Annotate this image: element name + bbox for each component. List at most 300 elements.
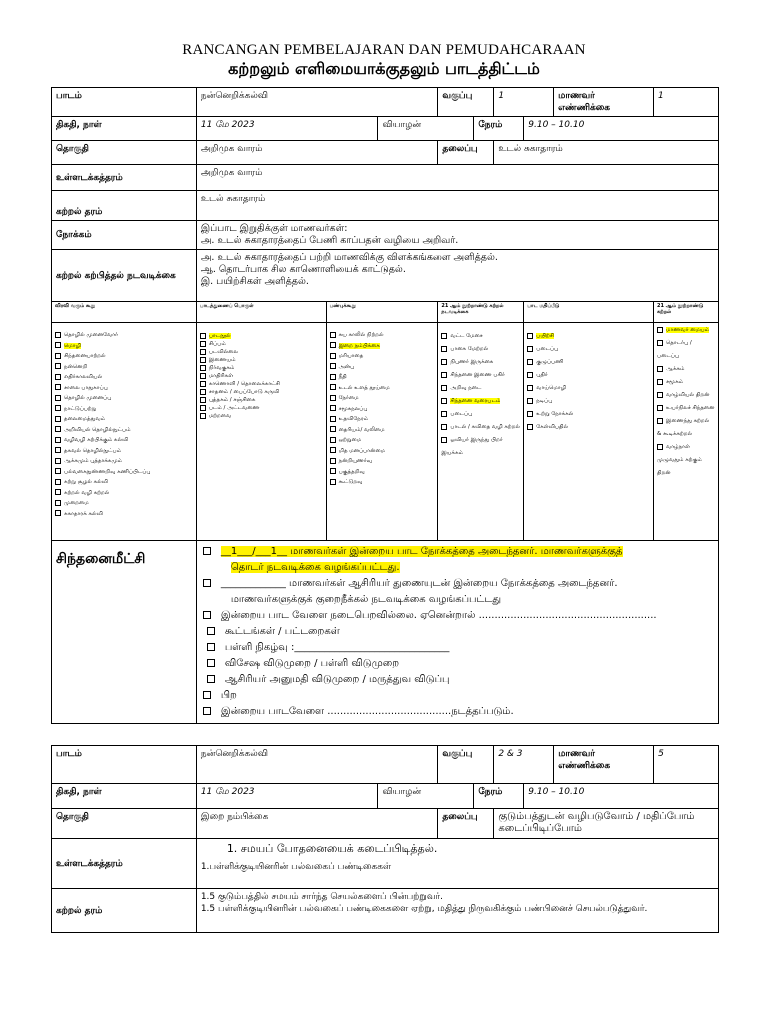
- checkbox-1[interactable]: [527, 333, 533, 339]
- checkbox-4[interactable]: [527, 372, 533, 378]
- content-line-1: 1. சமயப் போதனையைக் கடைப்பிடித்தல்.: [226, 842, 438, 855]
- option-row-8[interactable]: [657, 441, 715, 480]
- option-label: மொழி: [64, 342, 81, 349]
- theme-value: அறிமுக வாரம்: [196, 141, 438, 165]
- option-label: படைப்பு: [450, 411, 473, 417]
- students-label: மாணவர் எண்ணிக்கை: [554, 88, 654, 117]
- option-label: படம் / அட்டவணை: [208, 405, 260, 411]
- time-label: நேரம்: [474, 117, 524, 141]
- reflection-option-2[interactable]: [203, 576, 712, 592]
- content-label: உள்ளடக்கத்தரம்: [52, 839, 197, 889]
- lesson-plan-2: [51, 745, 719, 933]
- option-label: வாழ்வியல் திறன்: [666, 392, 710, 398]
- date-value: 11 மே 2023: [196, 117, 378, 141]
- option-label: கேள்விபதில்: [536, 424, 569, 430]
- objective-line-1: இப்பாட இறுதிக்குள் மாணவர்கள்:: [200, 223, 348, 234]
- option-label: பாகை மேற்றல்: [450, 346, 489, 352]
- option-row-7[interactable]: [441, 408, 520, 421]
- topic-label: தலைப்பு: [438, 141, 494, 165]
- option-row-7[interactable]: [527, 408, 650, 421]
- students-value: 5: [654, 746, 719, 784]
- checkbox[interactable]: [207, 627, 215, 635]
- option-row-8[interactable]: [200, 388, 323, 396]
- option-label: வழிவழி கற்பிக்கும் கல்வி: [64, 437, 129, 443]
- option-row-8[interactable]: [441, 421, 520, 434]
- checkbox-3[interactable]: [527, 359, 533, 365]
- option-row-9[interactable]: [330, 414, 435, 425]
- checkbox[interactable]: [207, 659, 215, 667]
- option-row-12[interactable]: [330, 446, 435, 457]
- activity-line-2: ஆ. தொடர்பாக சில காணொளியைக் காட்டுதல்.: [200, 264, 406, 275]
- option-row-8[interactable]: [330, 404, 435, 415]
- option-row-1[interactable]: [55, 330, 193, 341]
- checkbox-1[interactable]: [55, 332, 61, 338]
- option-label: உடல் உளத் தூய்மை: [338, 384, 390, 391]
- option-label: சிந்தனை இணை பகிர்: [450, 372, 505, 378]
- option-row-6[interactable]: [657, 402, 715, 415]
- option-row-5[interactable]: [657, 389, 715, 402]
- reflection-text: விசேஷ விடுமுறை / பள்ளி விடுமுறை: [224, 658, 400, 669]
- col-head-1: விரவி வரும் கூறு: [52, 302, 197, 323]
- option-row-7[interactable]: [200, 380, 323, 388]
- learning-value: உடல் சுகாதாரம்: [196, 191, 718, 221]
- reflection-text: தொடர் நடவடிக்கை வழங்கப்பட்டது.: [230, 562, 400, 573]
- content-value: [196, 839, 718, 889]
- option-label: நிர்வகுகம்: [208, 365, 235, 371]
- activity-line-3: இ. பயிற்சிகள் அளித்தல்.: [200, 276, 309, 287]
- option-row-2[interactable]: [330, 341, 435, 352]
- option-label: சிப்பம்: [208, 341, 226, 347]
- checkbox-3[interactable]: [441, 359, 447, 365]
- reflection-text: ஆசிரியர் அனுமதி விடுமுறை / மருத்துவ விடுப்பு: [224, 674, 450, 685]
- option-label: தொழில் முனைவோர்: [64, 332, 119, 338]
- col-head-3: பண்புக்கூறு: [326, 302, 438, 323]
- option-label: புத்தகம் / சஞ்சிகை: [208, 397, 256, 403]
- date-value: 11 மே 2023: [196, 784, 378, 809]
- option-row-4[interactable]: [527, 369, 650, 382]
- option-label: சிந்தனை வரைபடம்: [450, 398, 501, 404]
- option-label: முறைமை: [64, 500, 89, 506]
- option-row-16[interactable]: [55, 488, 193, 499]
- option-label: சுகாதாரக் கல்வி: [64, 510, 103, 517]
- checkbox-2[interactable]: [200, 341, 206, 347]
- reflection-option-4[interactable]: [203, 624, 712, 640]
- reflection-option-6[interactable]: [203, 656, 712, 672]
- option-row-4[interactable]: [55, 362, 193, 373]
- option-label: நாட்டுப்பற்று: [64, 405, 97, 412]
- option-label: மித மனப்பான்மை: [338, 447, 386, 454]
- option-row-3[interactable]: [200, 348, 323, 356]
- option-label: காணொளி / தொலைக்காட்சி: [208, 381, 280, 387]
- checkbox-1[interactable]: [441, 333, 447, 339]
- option-row-11[interactable]: [55, 435, 193, 446]
- option-label: உயர்நிலச் சிந்தனை: [666, 405, 715, 411]
- col-head-4: 21 ஆம் நூற்றாண்டு கற்றல் நடவடிக்கை: [438, 302, 524, 323]
- checkbox-4[interactable]: [200, 357, 206, 363]
- checkbox-12[interactable]: [55, 447, 61, 453]
- checkbox-9[interactable]: [200, 397, 206, 403]
- option-label: கற்றல் வழி கற்றல்: [64, 489, 110, 496]
- checkbox[interactable]: [203, 707, 211, 715]
- theme-label: தொகுதி: [52, 141, 197, 165]
- option-row-10[interactable]: [55, 425, 193, 436]
- option-row-5[interactable]: [55, 372, 193, 383]
- checkbox-8[interactable]: [200, 389, 206, 395]
- option-label: குழுப்பணி: [536, 359, 564, 365]
- checkbox-5[interactable]: [441, 385, 447, 391]
- option-row-6[interactable]: [527, 395, 650, 408]
- option-label: மற்றவை: [208, 413, 232, 419]
- option-row-13[interactable]: [55, 456, 193, 467]
- option-row-10[interactable]: [330, 425, 435, 436]
- option-label: சமூகம்: [666, 379, 684, 385]
- option-label: ஒற்றுமை: [338, 437, 362, 443]
- options-col-2: [196, 323, 326, 541]
- option-row-2[interactable]: [527, 343, 650, 356]
- option-label: தொடர்பு / படைப்பு: [657, 340, 692, 359]
- checkbox-8[interactable]: [527, 424, 533, 430]
- reflection-option-3[interactable]: [203, 608, 712, 624]
- option-row-15[interactable]: [330, 477, 435, 488]
- option-row-7[interactable]: [55, 393, 193, 404]
- subject-value: நன்னெறிக்கல்வி: [196, 746, 438, 784]
- options-col-1: [52, 323, 197, 541]
- col-head-6: 21 ஆம் நூற்றாண்டு கற்றல்: [654, 302, 719, 323]
- content-line-2: 1.பள்ளிக்குடியினரின் பல்வகைப் பண்டிகைகள்: [200, 862, 392, 872]
- class-label: வகுப்பு: [438, 746, 494, 784]
- objective-text: [196, 221, 718, 250]
- theme-label: தொகுதி: [52, 809, 197, 839]
- option-label: நிபுணர் இருக்கை: [450, 359, 494, 365]
- option-row-8[interactable]: [527, 421, 650, 434]
- option-row-6[interactable]: [441, 395, 520, 408]
- option-row-2[interactable]: [55, 341, 193, 352]
- learning-line-2: 1.5 பள்ளிக்குடியினரின் பல்வகைப் பண்டிகைகளை ஏற்று, மதித்து நிருவகிக்கும் பண்பினைச் செயல்படுத்துவர்.: [200, 904, 648, 914]
- checkbox[interactable]: [203, 547, 211, 555]
- checkbox-1[interactable]: [657, 327, 663, 333]
- checkbox-15[interactable]: [330, 479, 336, 485]
- checkbox-6[interactable]: [657, 405, 663, 411]
- reflection-text: இன்றைய பாடவேளை .......................................நடத்தப்படும்.: [220, 706, 514, 717]
- checkbox-11[interactable]: [55, 437, 61, 443]
- checkbox-2[interactable]: [657, 340, 663, 346]
- checkbox-10[interactable]: [330, 426, 336, 432]
- option-row-4[interactable]: [200, 356, 323, 364]
- option-row-4[interactable]: [441, 369, 520, 382]
- checkbox-13[interactable]: [55, 458, 61, 464]
- checkbox[interactable]: [203, 611, 211, 619]
- checkbox-12[interactable]: [330, 447, 336, 453]
- option-label: நன்றியுணர்வு: [338, 458, 373, 464]
- checkbox-5[interactable]: [55, 374, 61, 380]
- option-label: நீதி: [338, 374, 347, 380]
- checkbox-7[interactable]: [527, 411, 533, 417]
- option-row-13[interactable]: [330, 456, 435, 467]
- checkbox-3[interactable]: [55, 353, 61, 359]
- option-label: தைரியம்/ வலிமை: [338, 426, 385, 433]
- option-label: படவில்லை: [208, 349, 238, 355]
- option-row-3[interactable]: [441, 356, 520, 369]
- checkbox-11[interactable]: [200, 413, 206, 419]
- checkbox-1[interactable]: [330, 332, 336, 338]
- learning-line-1: 1.5 குடும்பத்தில் சமயம் சார்ந்த செயல்களைப் பின்பற்றுவர்.: [200, 892, 443, 902]
- option-row-12[interactable]: [55, 446, 193, 457]
- checkbox-9[interactable]: [330, 416, 336, 422]
- options-col-6: [654, 323, 719, 541]
- option-label: வாய்மொழி: [536, 385, 567, 391]
- option-label: ஆக்கம்: [666, 366, 685, 372]
- reflection-body: [196, 541, 718, 724]
- option-label: பல்வகைநுண்ணறிவு கணிப்பிடப்பு: [64, 468, 151, 475]
- option-row-7[interactable]: [330, 393, 435, 404]
- time-value: 9.10 – 10.10: [524, 117, 719, 141]
- checkbox-1[interactable]: [200, 333, 206, 339]
- option-label: இறை நம்பிக்கை: [338, 342, 380, 349]
- option-label: படைப்பு: [536, 346, 559, 352]
- option-label: அறிவு நடை: [450, 385, 482, 391]
- option-row-14[interactable]: [330, 467, 435, 478]
- checkbox-14[interactable]: [330, 468, 336, 474]
- reflection-option-1[interactable]: [203, 544, 712, 560]
- topic-label: தலைப்பு: [438, 809, 494, 839]
- option-label: சுய காலில் நிற்றல்: [338, 332, 384, 338]
- option-row-8[interactable]: [55, 404, 193, 415]
- option-row-2[interactable]: [200, 340, 323, 348]
- option-label: நன்னெறி: [64, 363, 88, 370]
- subject-label: பாடம்: [52, 88, 197, 117]
- checkbox-2[interactable]: [527, 346, 533, 352]
- option-label: உதவிநேரம்: [338, 416, 369, 422]
- checkbox-11[interactable]: [330, 437, 336, 443]
- option-label: வட்ட மேசை: [450, 333, 483, 339]
- option-row-7[interactable]: [657, 415, 715, 441]
- option-row-2[interactable]: [657, 337, 715, 363]
- reflection-text: மாணவர்களுக்குக் குறைநீக்கல் நடவடிக்கை வழங்கப்பட்டது: [230, 594, 502, 605]
- reflection-text: பிற: [220, 690, 237, 701]
- learning-label: கற்றல் தரம்: [52, 889, 197, 933]
- checkbox-8[interactable]: [441, 424, 447, 430]
- option-row-2[interactable]: [441, 343, 520, 356]
- theme-value: இறை நம்பிக்கை: [196, 809, 438, 839]
- options-col-5: [524, 323, 654, 541]
- activity-line-1: அ. உடல் சுகாதாரத்தைப் பற்றி மாணவிக்கு விளக்கங்களை அளித்தல்.: [200, 252, 498, 263]
- option-row-5[interactable]: [527, 382, 650, 395]
- option-row-1[interactable]: [330, 330, 435, 341]
- checkbox-6[interactable]: [330, 384, 336, 390]
- topic-value: குடும்பத்துடன் வழிபடுவோம் / மதிப்போம் கடைப்பிடிப்போம்: [494, 809, 719, 839]
- reflection-option-9[interactable]: [203, 704, 712, 720]
- checkbox-4[interactable]: [657, 379, 663, 385]
- reflection-text: பள்ளி நிகழ்வு :_______________________________: [224, 642, 450, 653]
- checkbox-2[interactable]: [441, 346, 447, 352]
- option-row-1[interactable]: [441, 330, 520, 343]
- checkbox-7[interactable]: [441, 411, 447, 417]
- option-label: பகுத்தறிவு: [338, 468, 365, 475]
- checkbox-5[interactable]: [200, 365, 206, 371]
- subject-value: நன்னெறிக்கல்வி: [196, 88, 438, 117]
- option-label: ஓவியர் இருந்து பிறர் இயக்கம்: [441, 437, 503, 456]
- checkbox-4[interactable]: [330, 363, 336, 369]
- option-label: பாடல் / கவிதை வழி கற்றல்: [450, 424, 520, 430]
- option-row-4[interactable]: [330, 362, 435, 373]
- checkbox-8[interactable]: [330, 405, 336, 411]
- checkbox-3[interactable]: [657, 366, 663, 372]
- option-row-3[interactable]: [330, 351, 435, 362]
- class-value: 2 & 3: [494, 746, 554, 784]
- checkbox-2[interactable]: [330, 342, 336, 348]
- checkbox-13[interactable]: [330, 458, 336, 464]
- checkbox-16[interactable]: [55, 489, 61, 495]
- learning-label: கற்றல் தரம்: [52, 191, 197, 221]
- option-label: அறிவியல் தொழில்நுட்பம்: [64, 426, 131, 433]
- option-row-9[interactable]: [55, 414, 193, 425]
- option-label: கற்று சூழல் கல்வி: [64, 479, 108, 485]
- day-value: வியாழன்: [378, 117, 474, 141]
- reflection-text: __1___/___1__ மாணவர்கள் இன்றைய பாட நோக்கத்தை அடைந்தனர். மாணவர்களுக்குத்: [220, 546, 623, 557]
- option-label: சாதனம் / பைப்போடு கருவி: [208, 389, 280, 395]
- activity-text: [196, 250, 718, 302]
- option-row-3[interactable]: [55, 351, 193, 362]
- students-value: 1: [654, 88, 719, 117]
- checkbox-6[interactable]: [441, 398, 447, 404]
- reflection-option-8[interactable]: [203, 688, 712, 704]
- option-label: ஆக்கமும் புத்தாக்கமும்: [64, 458, 122, 464]
- checkbox[interactable]: [207, 643, 215, 651]
- reflection-text: இன்றைய பாட வேளை நடைபெறவில்லை. ஏனென்றால் ........................................................: [220, 610, 657, 621]
- checkbox-7[interactable]: [200, 381, 206, 387]
- checkbox-18[interactable]: [55, 510, 61, 516]
- option-label: சாலை பாதுகாப்பு: [64, 384, 108, 391]
- option-row-5[interactable]: [330, 372, 435, 383]
- checkbox-15[interactable]: [55, 479, 61, 485]
- checkbox[interactable]: [203, 579, 211, 587]
- option-row-18[interactable]: [55, 509, 193, 520]
- checkbox-6[interactable]: [200, 373, 206, 379]
- title-malay: RANCANGAN PEMBELAJARAN DAN PEMUDAHCARAAN: [182, 42, 586, 58]
- option-label: மாதிரிகள்: [208, 373, 234, 379]
- time-label: நேரம்: [474, 784, 524, 809]
- checkbox-9[interactable]: [55, 416, 61, 422]
- option-row-17[interactable]: [55, 498, 193, 509]
- option-label: தொழில் முனைப்பு: [64, 395, 112, 401]
- checkbox[interactable]: [207, 675, 215, 683]
- reflection-option-7[interactable]: [203, 672, 712, 688]
- option-row-3[interactable]: [527, 356, 650, 369]
- checkbox-4[interactable]: [441, 372, 447, 378]
- checkbox-14[interactable]: [55, 468, 61, 474]
- checkbox-7[interactable]: [55, 395, 61, 401]
- day-value: வியாழன்: [378, 784, 474, 809]
- class-label: வகுப்பு: [438, 88, 494, 117]
- option-row-5[interactable]: [441, 382, 520, 395]
- option-row-11[interactable]: [330, 435, 435, 446]
- checkbox-7[interactable]: [330, 395, 336, 401]
- option-label: உற்று நோக்கல்: [536, 411, 574, 417]
- option-row-6[interactable]: [200, 372, 323, 380]
- checkbox-3[interactable]: [330, 353, 336, 359]
- students-label: மாணவர் எண்ணிக்கை: [554, 746, 654, 784]
- reflection-text: கூட்டங்கள் / பட்டறைகள்: [224, 626, 340, 637]
- checkbox-9[interactable]: [441, 437, 447, 443]
- option-row-1[interactable]: [657, 324, 715, 337]
- option-row-14[interactable]: [55, 467, 193, 478]
- checkbox-8[interactable]: [657, 444, 663, 450]
- checkbox-6[interactable]: [527, 398, 533, 404]
- date-label: திகதி, நாள்: [52, 784, 197, 809]
- option-row-4[interactable]: [657, 376, 715, 389]
- checkbox-2[interactable]: [55, 342, 61, 348]
- content-label: உள்ளடக்கத்தரம்: [52, 165, 197, 191]
- checkbox-17[interactable]: [55, 500, 61, 506]
- option-row-15[interactable]: [55, 477, 193, 488]
- option-label: தகவல் தொழில்நுட்பம்: [64, 447, 122, 454]
- subject-label: பாடம்: [52, 746, 197, 784]
- option-row-11[interactable]: [200, 412, 323, 420]
- checkbox-5[interactable]: [527, 385, 533, 391]
- option-label: மரியாதை: [338, 353, 364, 359]
- col-head-2: பாடத்துணைப் பொருள்: [196, 302, 326, 323]
- content-value: அறிமுக வாரம்: [196, 165, 718, 191]
- option-label: மாணவர் மையம்: [666, 327, 709, 333]
- learning-value: [196, 889, 718, 933]
- checkbox-8[interactable]: [55, 405, 61, 411]
- lesson-plan-1: [51, 87, 719, 724]
- option-label: கூட்டுறவு: [338, 479, 363, 485]
- option-label: பாடநூல்: [208, 333, 231, 339]
- option-label: இணையம்: [208, 357, 236, 363]
- activity-label: கற்றல் கற்பித்தல் நடவடிக்கை: [52, 250, 197, 302]
- objective-line-2: அ. உடல் சுகாதாரத்தைப் பேணி காப்பதன் வழியை அறிவர்.: [200, 235, 459, 246]
- option-label: சிந்தனையாற்றல்: [64, 353, 106, 359]
- option-row-9[interactable]: [441, 434, 520, 460]
- col-head-5: பாட மதிப்பீடு: [524, 302, 654, 323]
- date-label: திகதி, நாள்: [52, 117, 197, 141]
- checkbox-5[interactable]: [330, 374, 336, 380]
- option-row-10[interactable]: [200, 404, 323, 412]
- option-label: அன்பு: [338, 363, 355, 370]
- option-label: புதிர்: [536, 372, 548, 378]
- checkbox-7[interactable]: [657, 418, 663, 424]
- class-value: 1: [494, 88, 554, 117]
- title-tamil: கற்றலும் எளிமையாக்குதலும் பாடத்திட்டம்: [228, 59, 540, 78]
- options-col-4: [438, 323, 524, 541]
- option-row-9[interactable]: [200, 396, 323, 404]
- option-label: வாழ்நாள் முழுவதும் கற்கும் திறன்: [657, 444, 702, 476]
- option-row-6[interactable]: [55, 383, 193, 394]
- option-row-1[interactable]: [527, 330, 650, 343]
- checkbox-6[interactable]: [55, 384, 61, 390]
- option-row-1[interactable]: [200, 332, 323, 340]
- option-row-3[interactable]: [657, 363, 715, 376]
- reflection-label: சிந்தனைமீட்சி: [52, 541, 197, 724]
- checkbox-10[interactable]: [55, 426, 61, 432]
- checkbox[interactable]: [203, 691, 211, 699]
- option-label: நேர்மை: [338, 395, 359, 401]
- reflection-text: _____________ மாணவர்கள் ஆசிரியர் துணையுடன் இன்றைய நோக்கத்தை அடைந்தனர்.: [220, 578, 618, 589]
- objective-label: நோக்கம்: [52, 221, 197, 250]
- topic-value: உடல் சுகாதாரம்: [494, 141, 719, 165]
- option-label: நடிப்பு: [536, 398, 553, 404]
- option-row-5[interactable]: [200, 364, 323, 372]
- option-row-6[interactable]: [330, 383, 435, 394]
- reflection-option-5[interactable]: [203, 640, 712, 656]
- option-label: இணைந்து கற்றல் & கூடிக்கற்றல்: [657, 418, 710, 437]
- checkbox-5[interactable]: [657, 392, 663, 398]
- option-label: எதிர்காலவியல்: [64, 374, 103, 380]
- checkbox-3[interactable]: [200, 349, 206, 355]
- checkbox-10[interactable]: [200, 405, 206, 411]
- checkbox-4[interactable]: [55, 363, 61, 369]
